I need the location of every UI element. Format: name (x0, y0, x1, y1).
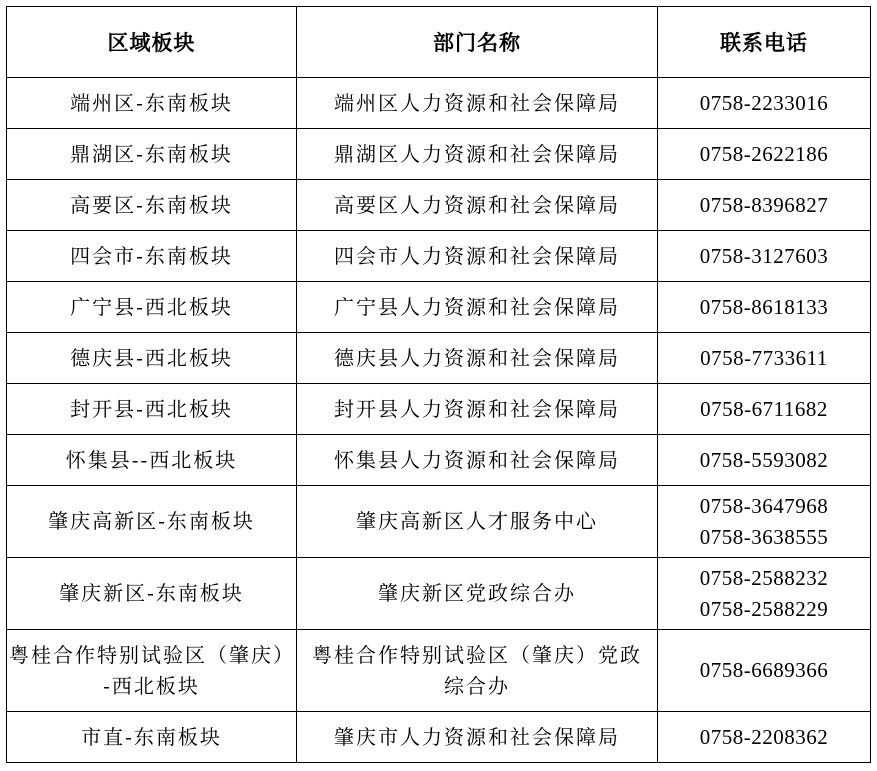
phone-number: 0758-3638555 (699, 524, 829, 549)
department-cell: 广宁县人力资源和社会保障局 (297, 282, 658, 333)
phone-cell: 0758-2208362 (658, 712, 871, 763)
region-cell: 德庆县-西北板块 (7, 333, 297, 384)
department-cell: 端州区人力资源和社会保障局 (297, 78, 658, 129)
table-row (7, 129, 871, 180)
table-row (7, 486, 871, 558)
table-row (7, 630, 871, 712)
table-row (7, 435, 871, 486)
department-cell: 高要区人力资源和社会保障局 (297, 180, 658, 231)
department-cell: 肇庆高新区人才服务中心 (297, 486, 658, 558)
region-cell: 肇庆高新区-东南板块 (7, 486, 297, 558)
department-cell: 肇庆新区党政综合办 (297, 558, 658, 630)
region-line: -西北板块 (103, 673, 200, 698)
department-cell: 德庆县人力资源和社会保障局 (297, 333, 658, 384)
phone-cell: 0758-6711682 (658, 384, 871, 435)
region-line: 粤桂合作特别试验区（肇庆） (9, 642, 295, 667)
phone-number: 0758-2588229 (699, 596, 829, 621)
region-cell: 端州区-东南板块 (7, 78, 297, 129)
phone-number: 0758-2588232 (699, 566, 829, 591)
phone-cell: 0758-8396827 (658, 180, 871, 231)
table-row (7, 78, 871, 129)
phone-cell: 0758-2233016 (658, 78, 871, 129)
contact-table (6, 6, 871, 763)
table-row (7, 558, 871, 630)
region-cell (7, 630, 297, 712)
table-row (7, 333, 871, 384)
department-cell: 四会市人力资源和社会保障局 (297, 231, 658, 282)
phone-cell: 0758-6689366 (658, 630, 871, 712)
phone-cell: 0758-7733611 (658, 333, 871, 384)
department-line: 粤桂合作特别试验区（肇庆）党政 (312, 642, 642, 667)
region-cell: 封开县-西北板块 (7, 384, 297, 435)
department-cell: 封开县人力资源和社会保障局 (297, 384, 658, 435)
header-department: 部门名称 (297, 7, 658, 78)
region-cell: 市直-东南板块 (7, 712, 297, 763)
phone-number: 0758-3647968 (699, 494, 829, 519)
table-row (7, 282, 871, 333)
department-line: 综合办 (444, 673, 510, 698)
phone-cell (658, 486, 871, 558)
department-cell: 肇庆市人力资源和社会保障局 (297, 712, 658, 763)
table-row (7, 231, 871, 282)
region-cell: 鼎湖区-东南板块 (7, 129, 297, 180)
region-cell: 广宁县-西北板块 (7, 282, 297, 333)
table-row (7, 384, 871, 435)
table-row (7, 180, 871, 231)
department-cell (297, 630, 658, 712)
phone-cell: 0758-5593082 (658, 435, 871, 486)
header-row (7, 7, 871, 78)
department-cell: 鼎湖区人力资源和社会保障局 (297, 129, 658, 180)
phone-cell: 0758-8618133 (658, 282, 871, 333)
phone-cell: 0758-3127603 (658, 231, 871, 282)
contact-table-container (6, 6, 870, 765)
department-cell: 怀集县人力资源和社会保障局 (297, 435, 658, 486)
table-row (7, 712, 871, 763)
region-cell: 四会市-东南板块 (7, 231, 297, 282)
region-cell: 肇庆新区-东南板块 (7, 558, 297, 630)
phone-cell (658, 558, 871, 630)
header-region: 区域板块 (7, 7, 297, 78)
phone-cell: 0758-2622186 (658, 129, 871, 180)
region-cell: 高要区-东南板块 (7, 180, 297, 231)
header-phone: 联系电话 (658, 7, 871, 78)
region-cell: 怀集县--西北板块 (7, 435, 297, 486)
